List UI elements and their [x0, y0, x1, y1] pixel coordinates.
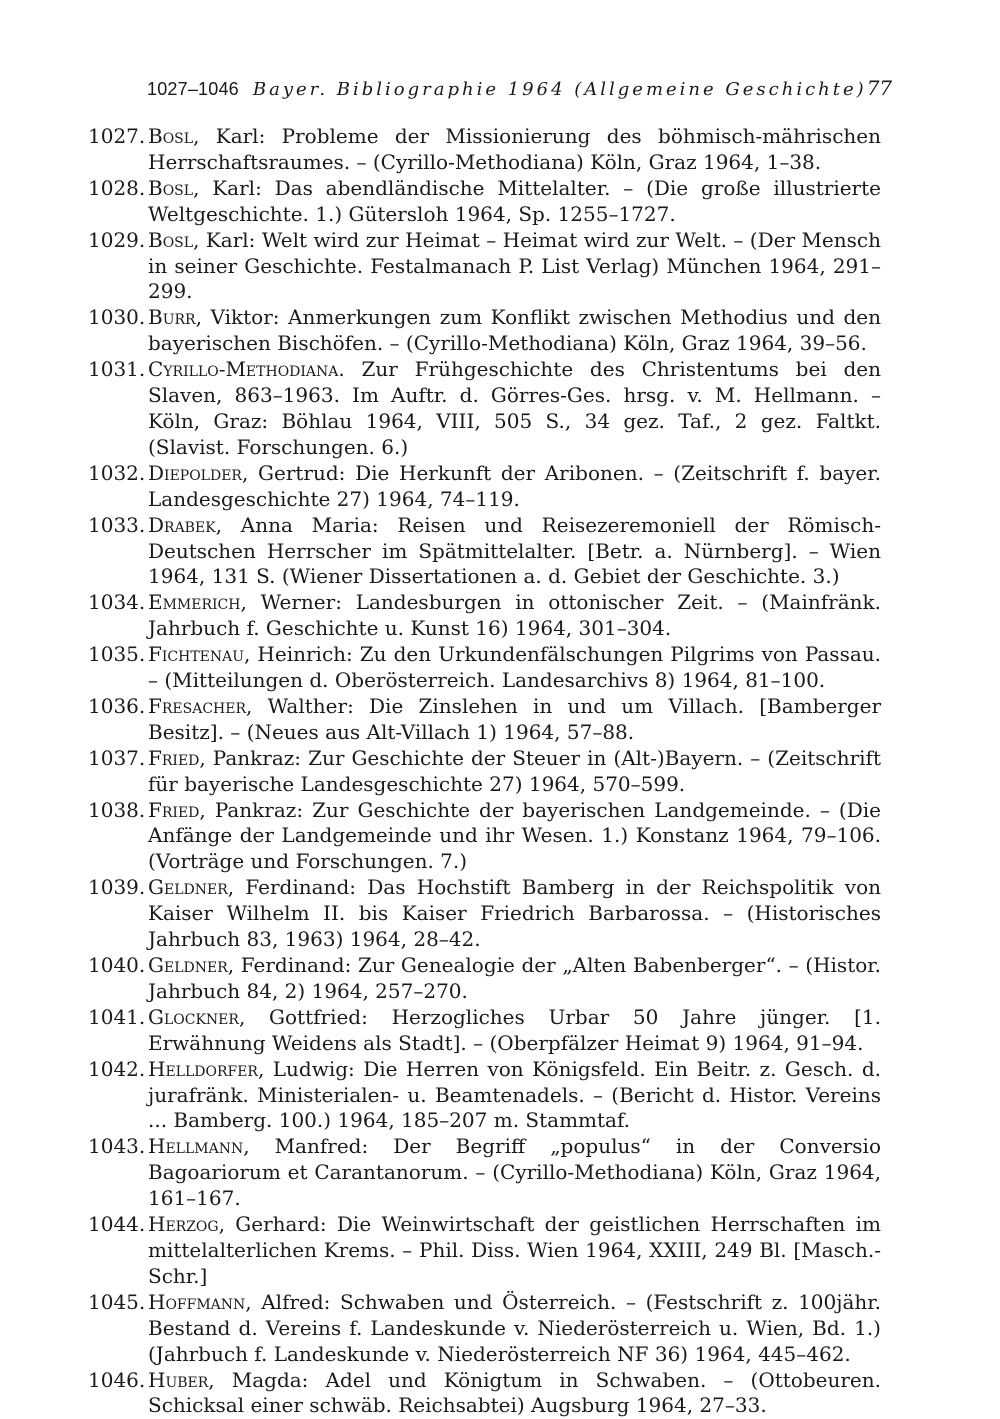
running-title: Bayer. Bibliographie 1964 (Allgemeine Geschichte) — [252, 79, 867, 100]
entry-text: , Pankraz: Zur Geschichte der bayerischen Landgemeinde. – (Die Anfänge der Landgemeinde und ihr Wesen. 1.) Konstanz 1964, 79–106. (Vorträge und Forschungen. 7.) — [148, 797, 881, 874]
entry-text: , Ferdinand: Zur Genealogie der „Alten Babenberger“. – (Histor. Jahrbuch 84, 2) 1964, 257–270. — [148, 953, 881, 1003]
entry-text: , Walther: Die Zinslehen in und um Villach. [Bamberger Besitz]. – (Neues aus Alt-Villach 1) 1964, 57–88. — [148, 693, 881, 744]
bibliography-entry — [88, 875, 881, 953]
entry-text: , Ludwig: Die Herren von Königsfeld. Ein Beitr. z. Gesch. d. jurafränk. Ministerialen- u. Beamtenadels. – (Bericht d. Histor. Vereins ... Bamberg. 100.) 1964, 185–207 m. Stammtaf. — [148, 1056, 881, 1133]
entry-text: , Heinrich: Zu den Urkundenfälschungen Pilgrims von Passau. – (Mitteilungen d. Oberösterreich. Landesarchivs 8) 1964, 81–100. — [148, 642, 881, 693]
entry-author: Burr — [148, 305, 196, 330]
bibliography-entry — [88, 1005, 881, 1057]
entry-author: Geldner — [148, 875, 228, 900]
entry-text: , Ferdinand: Das Hochstift Bamberg in der Reichspolitik von Kaiser Wilhelm II. bis Kaiser Friedrich Barbarossa. – (Historisches Jahrbuch 83, 1963) 1964, 28–42. — [148, 875, 881, 952]
bibliography-entry — [88, 513, 881, 591]
entry-number: 1036. — [88, 693, 146, 718]
entry-author: Bosl — [148, 227, 194, 252]
entry-author: Hellmann — [148, 1134, 244, 1159]
bibliography-entry — [88, 357, 881, 461]
bibliography-entry — [88, 590, 881, 642]
entry-author: Fried — [148, 745, 200, 770]
entry-text: , Anna Maria: Reisen und Reisezeremoniell der Römisch-Deutschen Herrscher im Spätmittelalter. [Betr. a. Nürnberg]. – Wien 1964, 131 S. (Wiener Dissertationen a. d. Gebiet der Geschichte. 3.) — [148, 512, 881, 589]
entry-text: , Magda: Adel und Königtum in Schwaben. – (Ottobeuren. Schicksal einer schwäb. Reichsabtei) Augsburg 1964, 27–33. — [148, 1367, 881, 1418]
entry-number: 1043. — [88, 1134, 146, 1159]
entry-number: 1041. — [88, 1004, 146, 1029]
entry-text: , Pankraz: Zur Geschichte der Steuer in (Alt-)Bayern. – (Zeitschrift für bayerische Landesgeschichte 27) 1964, 570–599. — [148, 745, 881, 796]
entry-number: 1042. — [88, 1056, 146, 1081]
entry-text: , Karl: Das abendländische Mittelalter. – (Die große illustrierte Weltgeschichte. 1.) Gütersloh 1964, Sp. 1255–1727. — [148, 175, 881, 226]
entry-text: , Viktor: Anmerkungen zum Konflikt zwischen Methodius und den bayerischen Bischöfen. – (Cyrillo-Methodiana) Köln, Graz 1964, 39–56. — [148, 305, 881, 356]
bibliography-entry — [88, 124, 881, 176]
bibliography-entry — [88, 746, 881, 798]
entry-author: Drabek — [148, 512, 216, 537]
entry-author: Diepolder — [148, 460, 242, 485]
entry-text: , Gerhard: Die Weinwirtschaft der geistlichen Herrschaften im mittelalterlichen Krems. – Phil. Diss. Wien 1964, XXIII, 249 Bl. [Masch.-Schr.] — [148, 1212, 881, 1288]
entry-author: Geldner — [148, 953, 228, 977]
entry-number: 1035. — [88, 642, 146, 667]
bibliography-entry — [88, 305, 881, 357]
bibliography-entry — [88, 694, 881, 746]
entry-number: 1028. — [88, 175, 146, 200]
entry-range: 1027–1046 — [147, 79, 239, 99]
entry-text: , Alfred: Schwaben und Österreich. – (Festschrift z. 100jähr. Bestand d. Vereins f. Landeskunde v. Niederösterreich u. Wien, Bd. 1.) (Jahrbuch f. Landeskunde v. Niederösterreich NF 36) 1964, 445–462. — [148, 1289, 881, 1366]
entry-number: 1029. — [88, 227, 146, 252]
entry-text: . Zur Frühgeschichte des Christentums bei den Slaven, 863–1963. Im Auftr. d. Görres-Ges. hrsg. v. M. Hellmann. – Köln, Graz: Böhlau 1964, VIII, 505 S., 34 gez. Taf., 2 gez. Faltkt. (Slavist. Forschungen. 6.) — [148, 357, 881, 459]
bibliography-entry — [88, 1368, 881, 1419]
entry-number: 1039. — [88, 875, 146, 900]
entry-number: 1037. — [88, 745, 146, 770]
entry-author: Fried — [148, 797, 200, 822]
entry-author: Herzog — [148, 1212, 219, 1237]
entry-number: 1030. — [88, 305, 146, 330]
bibliography-list — [88, 124, 881, 1419]
entry-number: 1040. — [88, 953, 146, 977]
entry-number: 1027. — [88, 124, 146, 148]
entry-number: 1038. — [88, 797, 146, 822]
running-header — [147, 76, 893, 106]
entry-author: Hoffmann — [148, 1289, 246, 1314]
entry-author: Fresacher — [148, 693, 247, 718]
entry-author: Emmerich — [148, 590, 241, 615]
entry-author: Fichtenau — [148, 642, 245, 667]
entry-number: 1031. — [88, 357, 146, 382]
entry-text: , Karl: Welt wird zur Heimat – Heimat wird zur Welt. – (Der Mensch in seiner Geschichte. Festalmanach P. List Verlag) München 1964, 291–299. — [148, 227, 881, 304]
entry-number: 1046. — [88, 1367, 146, 1392]
bibliography-entry — [88, 1134, 881, 1212]
entry-text: , Gottfried: Herzogliches Urbar 50 Jahre jünger. [1. Erwähnung Weidens als Stadt]. – (Oberpfälzer Heimat 9) 1964, 91–94. — [148, 1004, 881, 1055]
bibliography-entry — [88, 642, 881, 694]
entry-number: 1033. — [88, 512, 146, 537]
entry-author: Cyrillo-Methodiana — [148, 357, 339, 382]
page-number: 77 — [866, 76, 893, 100]
bibliography-entry — [88, 228, 881, 306]
entry-author: Bosl — [148, 124, 194, 148]
entry-text: , Manfred: Der Begriff „populus“ in der Conversio Bagoariorum et Carantanorum. – (Cyrillo-Methodiana) Köln, Graz 1964, 161–167. — [148, 1134, 881, 1211]
bibliography-entry — [88, 1212, 881, 1290]
bibliography-entry — [88, 1290, 881, 1368]
entry-text: , Gertrud: Die Herkunft der Aribonen. – (Zeitschrift f. bayer. Landesgeschichte 27) 1964, 74–119. — [148, 460, 881, 511]
bibliography-entry — [88, 461, 881, 513]
entry-number: 1044. — [88, 1212, 146, 1237]
bibliography-entry — [88, 1057, 881, 1135]
bibliography-entry — [88, 798, 881, 876]
entry-number: 1034. — [88, 590, 146, 615]
entry-author: Glockner — [148, 1004, 239, 1029]
bibliography-entry — [88, 953, 881, 1005]
entry-number: 1045. — [88, 1289, 146, 1314]
entry-author: Helldorfer — [148, 1056, 258, 1081]
entry-author: Huber — [148, 1367, 209, 1392]
entry-text: , Werner: Landesburgen in ottonischer Zeit. – (Mainfränk. Jahrbuch f. Geschichte u. Kunst 16) 1964, 301–304. — [148, 590, 881, 641]
entry-text: , Karl: Probleme der Missionierung des böhmisch-mährischen Herrschaftsraumes. – (Cyrillo-Methodiana) Köln, Graz 1964, 1–38. — [148, 124, 881, 174]
bibliography-entry — [88, 176, 881, 228]
entry-author: Bosl — [148, 175, 194, 200]
entry-number: 1032. — [88, 460, 146, 485]
